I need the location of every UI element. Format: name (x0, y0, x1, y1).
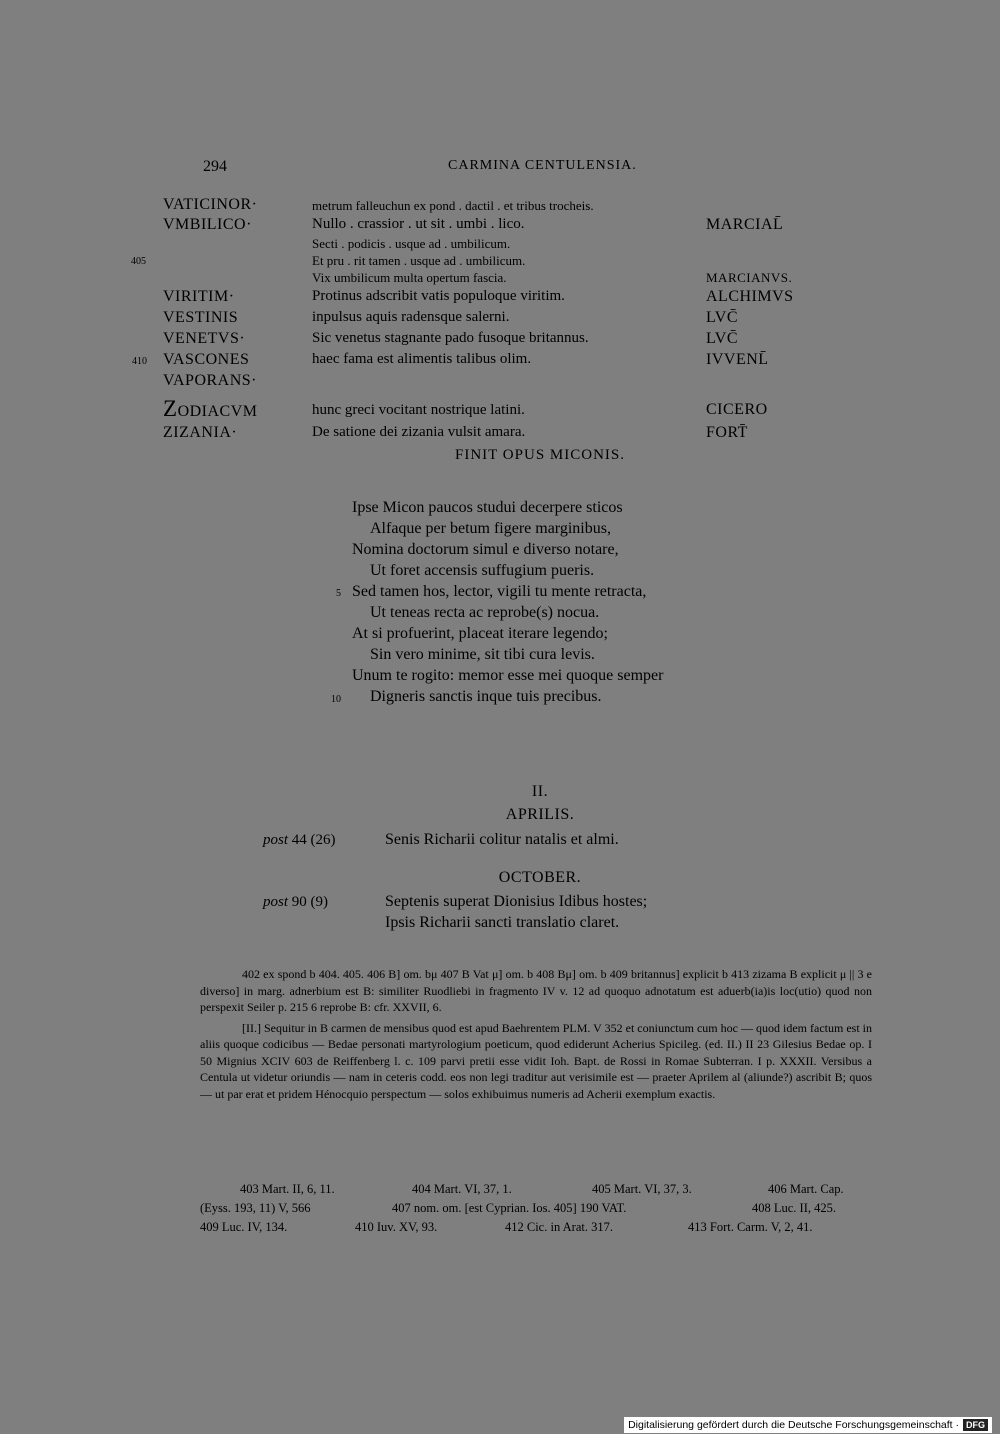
source-row (200, 1218, 872, 1237)
source-ref: 405 Mart. VI, 37, 3. (592, 1182, 692, 1196)
line-number: 5 (336, 588, 341, 599)
glossary-source: MARCIAL̄ (706, 216, 784, 233)
running-title: CARMINA CENTULENSIA. (448, 158, 637, 173)
section-number: II. (531, 783, 549, 800)
glossary-lemma: ZIZANIA· (163, 424, 238, 441)
poem-line: Ut teneas recta ac reprobe(s) nocua. (370, 604, 600, 621)
source-ref: 406 Mart. Cap. (768, 1182, 844, 1196)
month-heading: APRILIS. (505, 806, 575, 823)
poem-line: Nomina doctorum simul e diverso notare, (352, 541, 619, 558)
glossary-lemma: VIRITIM· (163, 288, 235, 305)
digitization-footer (624, 1417, 992, 1433)
poem-line: Ut foret accensis suffugium pueris. (370, 562, 595, 579)
glossary-text: hunc greci vocitant nostrique latini. (312, 402, 525, 418)
glossary-text: Nullo . crassior . ut sit . umbi . lico. (312, 216, 525, 232)
source-ref: 403 Mart. II, 6, 11. (240, 1182, 335, 1196)
glossary-source: LVC̄ (706, 330, 739, 347)
line-number: 10 (331, 694, 341, 705)
source-ref: 410 Iuv. XV, 93. (355, 1220, 438, 1234)
glossary-text: Vix umbilicum multa opertum fascia. (312, 270, 507, 285)
source-ref: 412 Cic. in Arat. 317. (505, 1220, 613, 1234)
source-ref: 409 Luc. IV, 134. (200, 1220, 288, 1234)
glossary-source: CICERO (706, 401, 768, 418)
calendar-line: Septenis superat Dionisius Idibus hostes; (385, 893, 648, 910)
poem-line: Sed tamen hos, lector, vigili tu mente retracta, (352, 583, 647, 600)
calendar-ref: post 44 (26) (263, 832, 336, 848)
calendar-ref: post 90 (9) (263, 894, 329, 910)
source-row (200, 1180, 872, 1199)
finit-heading: FINIT OPUS MICONIS. (455, 447, 625, 463)
glossary-lemma: VASCONES (163, 351, 250, 368)
source-apparatus (200, 1180, 872, 1237)
glossary-source: MARCIANVS. (706, 270, 793, 285)
decorated-initial: Z (163, 396, 178, 421)
glossary-lemma: VATICINOR· (163, 196, 258, 213)
glossary-source: LVC̄ (706, 309, 739, 326)
source-ref: 413 Fort. Carm. V, 2, 41. (688, 1220, 813, 1234)
note-paragraph: 402 ex spond b 404. 405. 406 B] om. bμ 407 B Vat μ] om. b 408 Bμ] om. b 409 britannus] explicit b 413 zizama B explicit μ || 3 e diverso] in marg. adnerbium est B: similiter Ruodliebi in fragmento IV v. 12 ad quoquo adnotatum est aduerb(ia)is loc(utio) quod non perspexit Seiler p. 215 6 reprobe B: cfr. XXVII, 6. (200, 967, 872, 1014)
note-paragraph: [II.] Sequitur in B carmen de mensibus quod est apud Baehrentem PLM. V 352 et coniunctum cum hoc — quod idem factum est in aliis quoque codicibus — Bedae personati martyrologium poeticum, quod ediderunt Acherius Spicileg. (ed. II.) II 23 Gilesius Bedae op. I 50 Mignius XCIV 603 de Reiffenberg l. c. 109 parvi pretii esse vidit Ioh. Bapt. de Rossi in Romae Subterran. I p. XXXII. Versibus a Centula ut videtur oriundis — nam in ceteris codd. eos non legi traditur aut verisimile est — praeter Aprilem al (aliunde?) ascribit B; quos — ut par erat et pridem Hénocquio perspectum — solos exhibuimus numeris ad Acherii exemplum exactis. (200, 1020, 872, 1101)
source-ref: 407 nom. om. [est Cyprian. Ios. 405] 190 VAT. (392, 1201, 627, 1215)
glossary-text: Et pru . rit tamen . usque ad . umbilicum. (312, 253, 526, 268)
glossary-text: metrum falleuchun ex pond . dactil . et tribus trocheis. (312, 198, 594, 213)
glossary-text: Secti . podicis . usque ad . umbilicum. (312, 236, 511, 251)
glossary-text: Protinus adscribit vatis populoque viritim. (312, 288, 565, 304)
glossary-lemma: VAPORANS· (163, 372, 258, 389)
poem-line: At si profuerint, placeat iterare legendo; (352, 625, 608, 642)
glossary-text: inpulsus aquis radensque salerni. (312, 309, 510, 325)
source-ref: 404 Mart. VI, 37, 1. (412, 1182, 512, 1196)
glossary-text: haec fama est alimentis talibus olim. (312, 351, 532, 367)
source-row (200, 1199, 872, 1218)
source-ref: 408 Luc. II, 425. (752, 1201, 837, 1215)
glossary-lemma: VESTINIS (163, 309, 239, 326)
glossary-lemma: VENETVS· (163, 330, 246, 347)
page-number: 294 (203, 158, 227, 175)
poem-line: Digneris sanctis inque tuis precibus. (370, 688, 602, 705)
glossary-text: De satione dei zizania vulsit amara. (312, 424, 526, 440)
source-ref: (Eyss. 193, 11) V, 566 (200, 1201, 311, 1215)
line-number: 405 (131, 256, 146, 267)
glossary-text: Sic venetus stagnante pado fusoque britannus. (312, 330, 589, 346)
footer-text: Digitalisierung gefördert durch die Deutsche Forschungsgemeinschaft · (628, 1419, 959, 1431)
dfg-logo: DFG (963, 1419, 988, 1431)
glossary-source: ALCHIMVS (706, 288, 794, 305)
calendar-line: Senis Richarii colitur natalis et almi. (385, 831, 619, 848)
line-number: 410 (132, 356, 147, 367)
glossary-source: IVVENL̄ (706, 351, 769, 368)
glossary-source: FORT̄ (706, 424, 748, 441)
glossary-lemma: ZODIACVM (163, 396, 258, 421)
poem-line: Unum te rogito: memor esse mei quoque semper (352, 667, 664, 684)
glossary-lemma: VMBILICO· (163, 216, 252, 233)
month-heading: OCTOBER. (498, 869, 582, 886)
poem-line: Ipse Micon paucos studui decerpere sticos (352, 499, 623, 516)
calendar-line: Ipsis Richarii sancti translatio claret. (385, 914, 620, 931)
critical-apparatus (200, 966, 872, 1102)
poem-line: Sin vero minime, sit tibi cura levis. (370, 646, 595, 663)
poem-line: Alfaque per betum figere marginibus, (370, 520, 611, 537)
